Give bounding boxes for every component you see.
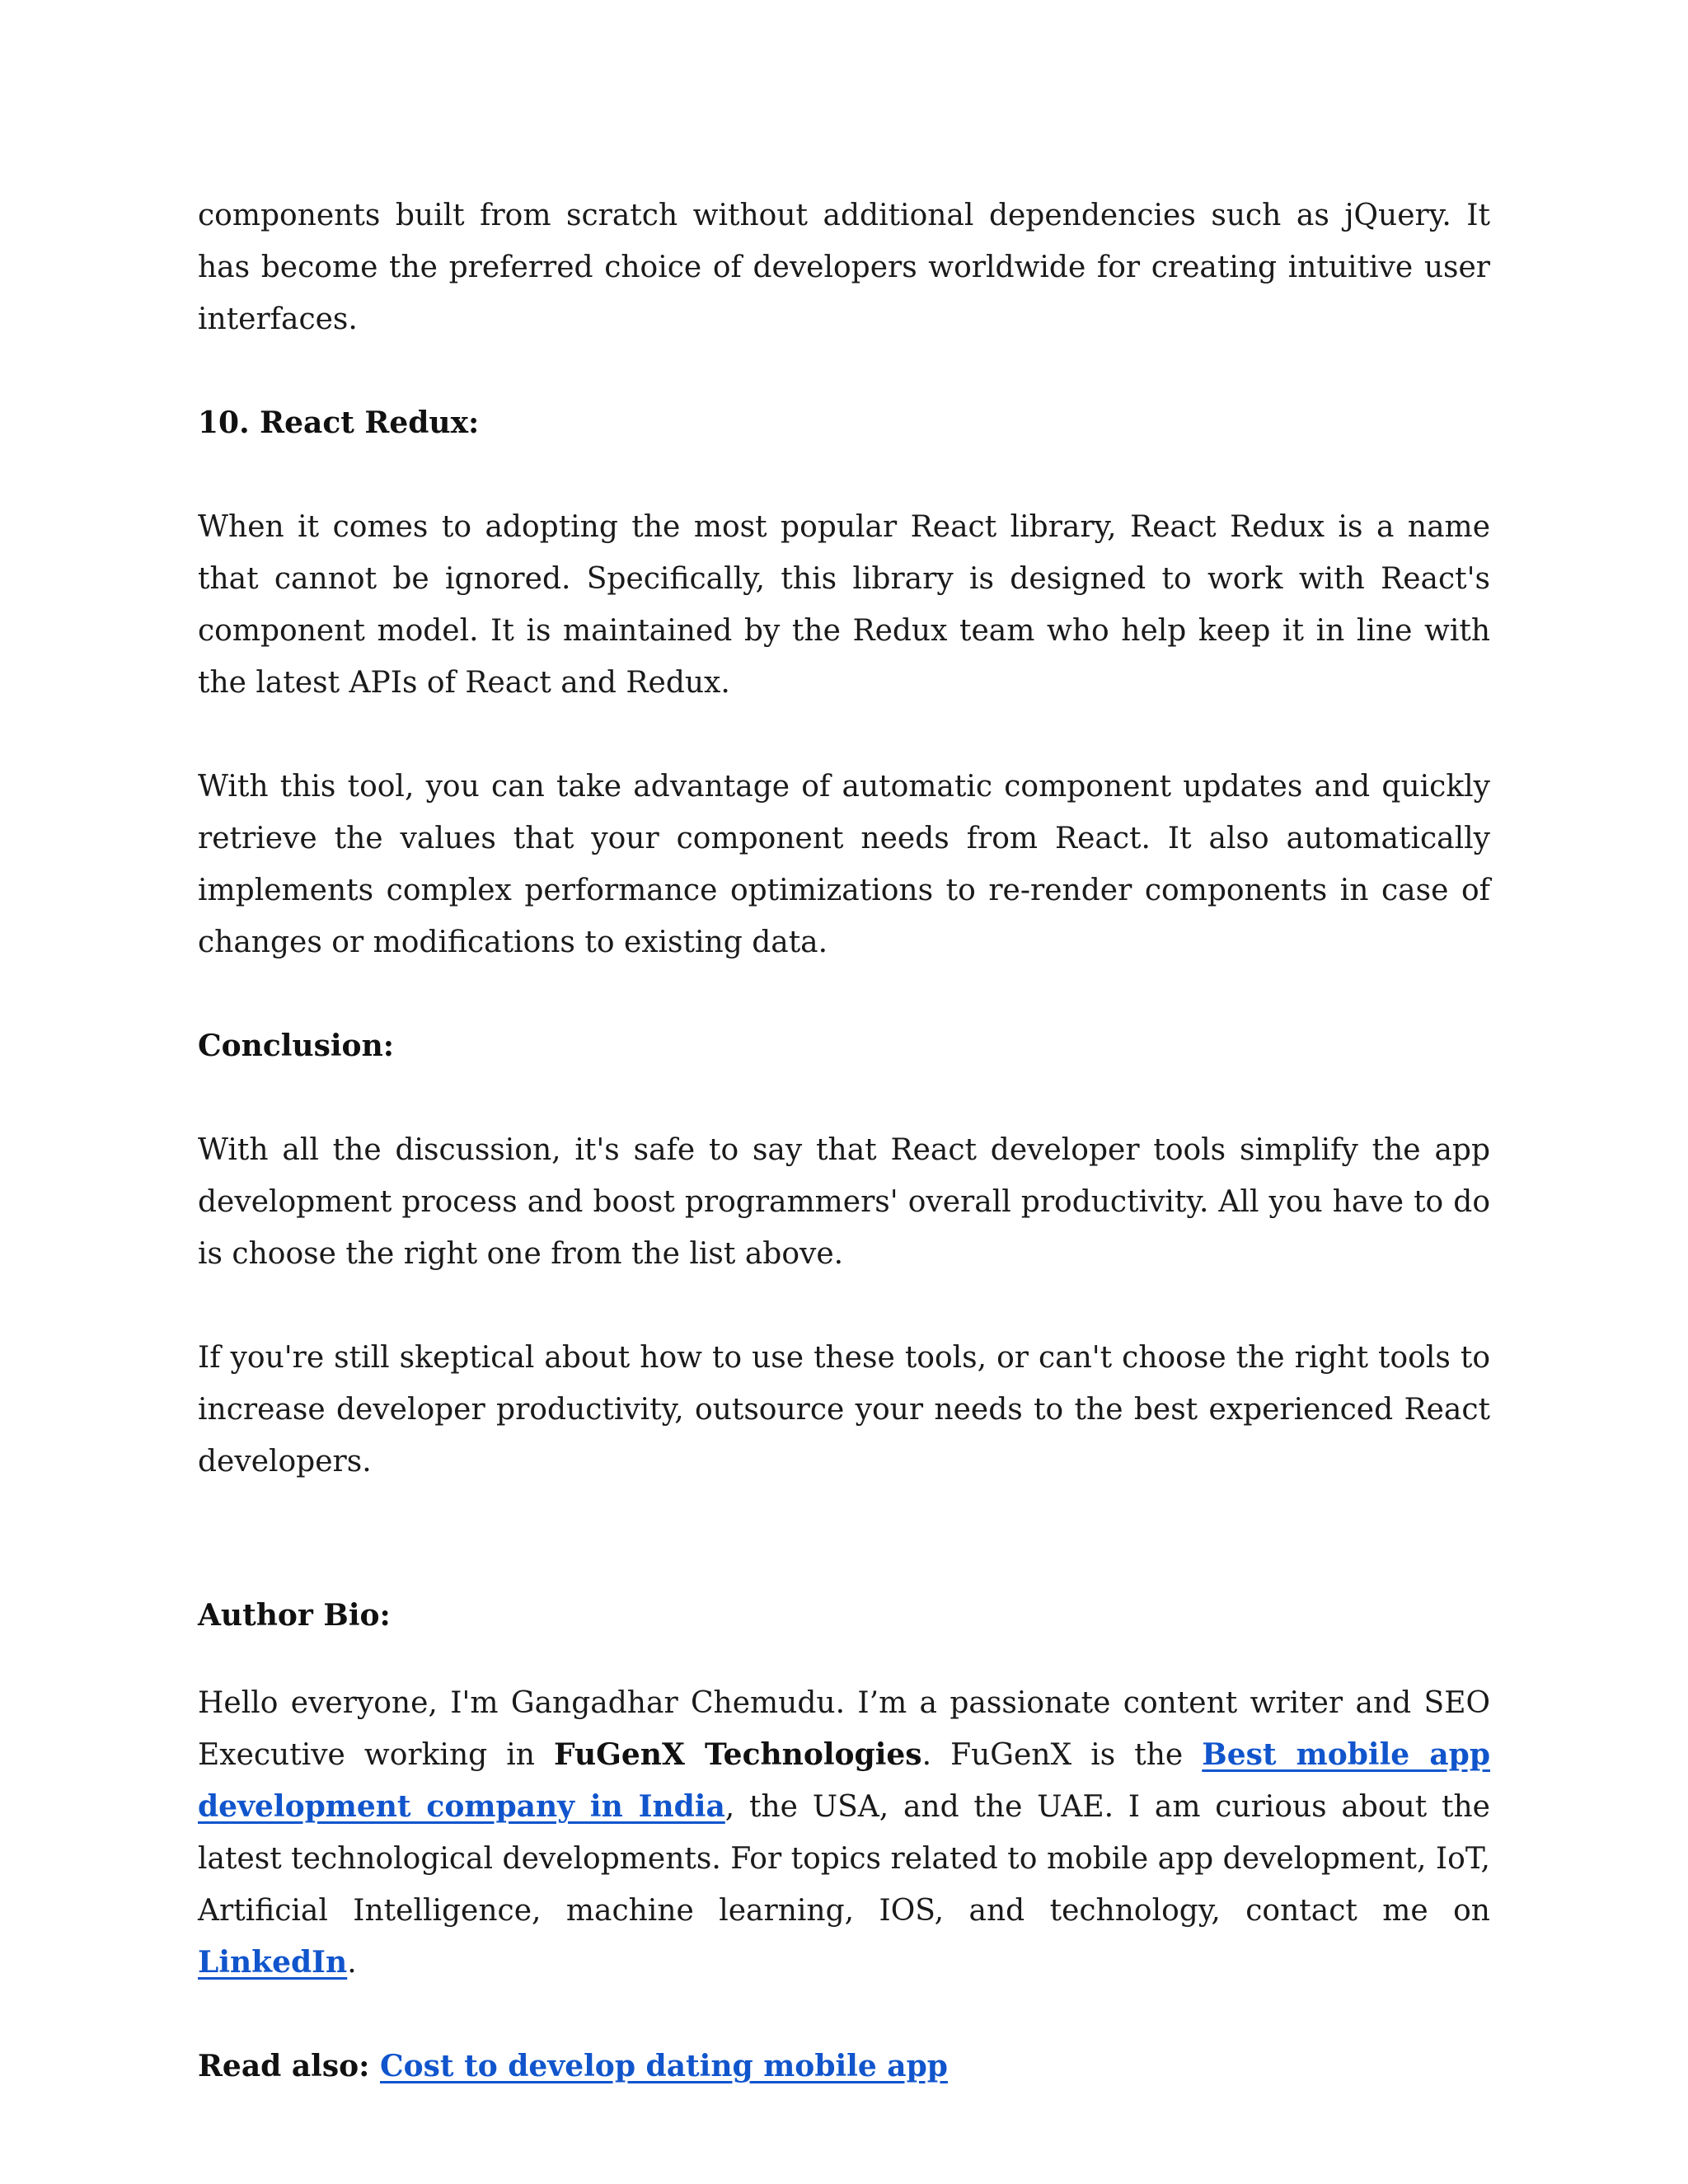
conclusion-paragraph-1: With all the discussion, it's safe to say that React developer tools simplify the app development process and boost programmers' overall productivity. All you have to do is choose the right one from the list above. [198,1133,1490,1271]
author-bio-paragraph [198,1677,1490,1989]
read-also-label: Read also: [198,2049,380,2083]
intro-paragraph: components built from scratch without additional dependencies such as jQuery. It has become the preferred choice of developers worldwide for creating intuitive user interfaces. [198,199,1490,336]
author-bio-heading: Author Bio: [198,1598,391,1633]
read-also-line [198,2041,1490,2093]
conclusion-heading: Conclusion: [198,1029,395,1063]
author-bio-text-1: Hello everyone, I'm Gangadhar Chemudu. I’m a passionate content writer and SEO Executive working in [198,1686,1490,1772]
redux-paragraph-2: With this tool, you can take advantage of automatic component updates and quickly retrieve the values that your component needs from React. It also automatically implements complex performance optimizations to re-render components in case of changes or modifications to existing data. [198,770,1490,959]
company-name: FuGenX Technologies [554,1737,922,1772]
best-company-link[interactable]: Best mobile app development company in India [198,1737,1491,1824]
section-heading-react-redux: 10. React Redux: [198,405,480,440]
linkedin-link[interactable]: LinkedIn [198,1945,348,1980]
document-page [198,190,1490,2093]
author-bio-text-4: . [347,1946,357,1980]
conclusion-paragraph-2: If you're still skeptical about how to use these tools, or can't choose the right tools to increase developer productivity, outsource your needs to the best experienced React developers. [198,1341,1490,1479]
author-bio-text-2: . FuGenX is the [921,1738,1203,1772]
read-also-link[interactable]: Cost to develop dating mobile app [379,2049,948,2083]
author-bio-text-3: , the USA, and the UAE. I am curious about the latest technological developments. For topics related to mobile app development, IoT, Artificial Intelligence, machine learning, IOS, and technology, contact me on [198,1790,1490,1928]
redux-paragraph-1: When it comes to adopting the most popular React library, React Redux is a name that cannot be ignored. Specifically, this library is designed to work with React's component model. It is maintained by the Redux team who help keep it in line with the latest APIs of React and Redux. [198,510,1490,700]
